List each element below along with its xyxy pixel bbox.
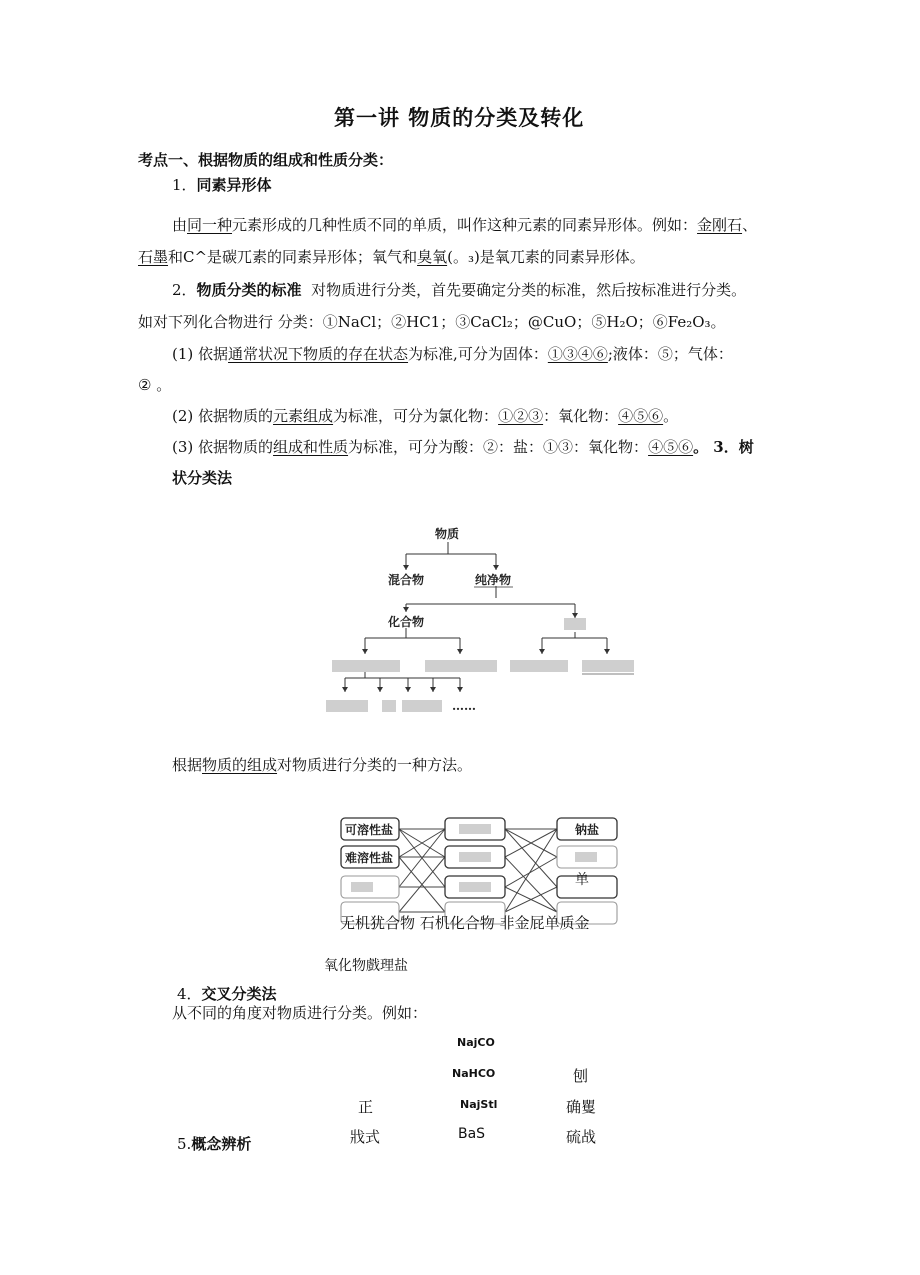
text: 为标准,可分为固体：	[408, 345, 548, 363]
underlined-term: 臭氧	[417, 248, 448, 266]
cross-below-label: 氧化物戲理盐	[324, 958, 408, 974]
cross-left-label-2: 难溶性盐	[345, 851, 394, 865]
text: 和C^是碳兀素的同素异形体；氧气和	[168, 248, 418, 266]
cross-right-label-1: 钠盐	[575, 823, 600, 837]
cross-bottom-row: 无机犹合物 石机化合物 非金屁单质金	[340, 914, 590, 932]
cross2-right-1: 刨	[573, 1067, 589, 1085]
text: 由	[172, 216, 188, 234]
text: 、	[742, 216, 758, 234]
faded-label	[510, 660, 568, 672]
text: (。₃)是氧兀素的同素异形体。	[447, 248, 645, 266]
item2-line1	[172, 279, 746, 300]
cross2-left-1: 正	[358, 1098, 374, 1116]
underlined-term: ④⑤⑥	[648, 438, 694, 456]
text: 。 3．树	[693, 438, 754, 456]
underlined-term: 组成和性质	[273, 438, 349, 456]
text: 根据	[172, 756, 203, 774]
item4-heading	[177, 983, 277, 1004]
item5-number: 5.	[177, 1135, 192, 1153]
underlined-term: 元素组成	[273, 407, 334, 425]
faded-label	[351, 882, 373, 892]
item1-number: 1．	[172, 176, 197, 194]
item4-title: 交叉分类法	[201, 985, 277, 1003]
cross2-left-2: 戕式	[350, 1128, 381, 1146]
faded-label	[564, 618, 586, 630]
faded-label	[326, 700, 368, 712]
cross2-mid-4: BaS	[458, 1126, 486, 1142]
faded-label	[459, 882, 491, 892]
underlined-term: ④⑤⑥	[618, 407, 664, 425]
item4-line: 从不同的角度对物质进行分类。例如：	[172, 1004, 428, 1022]
text: ;液体：⑤；气体：	[607, 345, 733, 363]
tree-diagram	[320, 520, 650, 720]
cross2-mid-1: NajCO	[457, 1036, 495, 1049]
item4-number: 4．	[177, 985, 202, 1003]
item2-number: 2．	[172, 281, 197, 299]
item5-heading	[177, 1133, 251, 1154]
underlined-term: 通常状况下物质的存在状态	[228, 345, 409, 363]
tree-pure-label: 纯净物	[475, 573, 512, 587]
text: 为标准，可分为氯化物：	[333, 407, 499, 425]
item3-title-cont: 状分类法	[172, 469, 233, 487]
faded-label	[575, 852, 597, 862]
underlined-term: ①②③	[498, 407, 544, 425]
underlined-term: 物质的组成	[202, 756, 278, 774]
faded-label	[402, 700, 442, 712]
text: 。	[663, 407, 679, 425]
text: (1) 依据	[172, 345, 229, 363]
cross2-right-2: 确矍	[566, 1098, 597, 1116]
text: 对物质进行分类，首先要确定分类的标准，然后按标准进行分类。	[311, 281, 747, 299]
faded-label	[459, 852, 491, 862]
faded-label	[425, 660, 497, 672]
tree-mixture-label: 混合物	[388, 573, 425, 587]
text: 元素形成的几种性质不同的单质，叫作这种元素的同素异形体。例如：	[232, 216, 698, 234]
cross2-right-3: 硫战	[566, 1128, 597, 1146]
item2-sub1	[172, 343, 733, 364]
item1-line1	[172, 214, 757, 235]
cross2-mid-3: NajStl	[460, 1098, 498, 1111]
cross-right-label-single: 单	[575, 872, 589, 888]
underlined-term: 石墨	[138, 248, 169, 266]
tree-compound-label: 化合物	[388, 615, 425, 629]
tree-ellipsis: ……	[452, 699, 476, 713]
item1-line2	[138, 246, 645, 267]
faded-label	[382, 700, 396, 712]
text: (3) 依据物质的	[172, 438, 274, 456]
item1-heading	[172, 174, 272, 195]
item1-title: 同素异形体	[196, 176, 272, 194]
page-title: 第一讲 物质的分类及转化	[334, 105, 585, 130]
faded-label	[332, 660, 400, 672]
faded-label	[582, 660, 634, 672]
item5-title: 概念辨析	[191, 1135, 252, 1153]
tree-root-label: 物质	[435, 527, 460, 541]
item2-line2: 如对下列化合物进行 分类：①NaCl；②HC1；③CaCl₂；@CuO；⑤H₂O；⑥Fe₂O₃。	[138, 313, 726, 331]
tree-caption	[172, 754, 472, 775]
section-heading: 考点一、根据物质的组成和性质分类：	[138, 151, 394, 169]
item2-sub2	[172, 405, 678, 426]
item2-sub3	[172, 436, 754, 457]
cross2-mid-2: NaHCO	[452, 1067, 496, 1080]
underlined-term: 金刚石	[697, 216, 743, 234]
faded-label	[459, 824, 491, 834]
item2-sub1-cont: ② 。	[138, 376, 172, 394]
text: 对物质进行分类的一种方法。	[277, 756, 473, 774]
underlined-term: ①③④⑥	[547, 345, 608, 363]
underlined-term: 同一种	[187, 216, 233, 234]
cross-left-label-1: 可溶性盐	[345, 823, 394, 837]
text: 为标准，可分为酸：②：盐：①③：氧化物：	[348, 438, 649, 456]
text: (2) 依据物质的	[172, 407, 274, 425]
text: ：氧化物：	[543, 407, 619, 425]
item2-title: 物质分类的标准	[196, 281, 302, 299]
